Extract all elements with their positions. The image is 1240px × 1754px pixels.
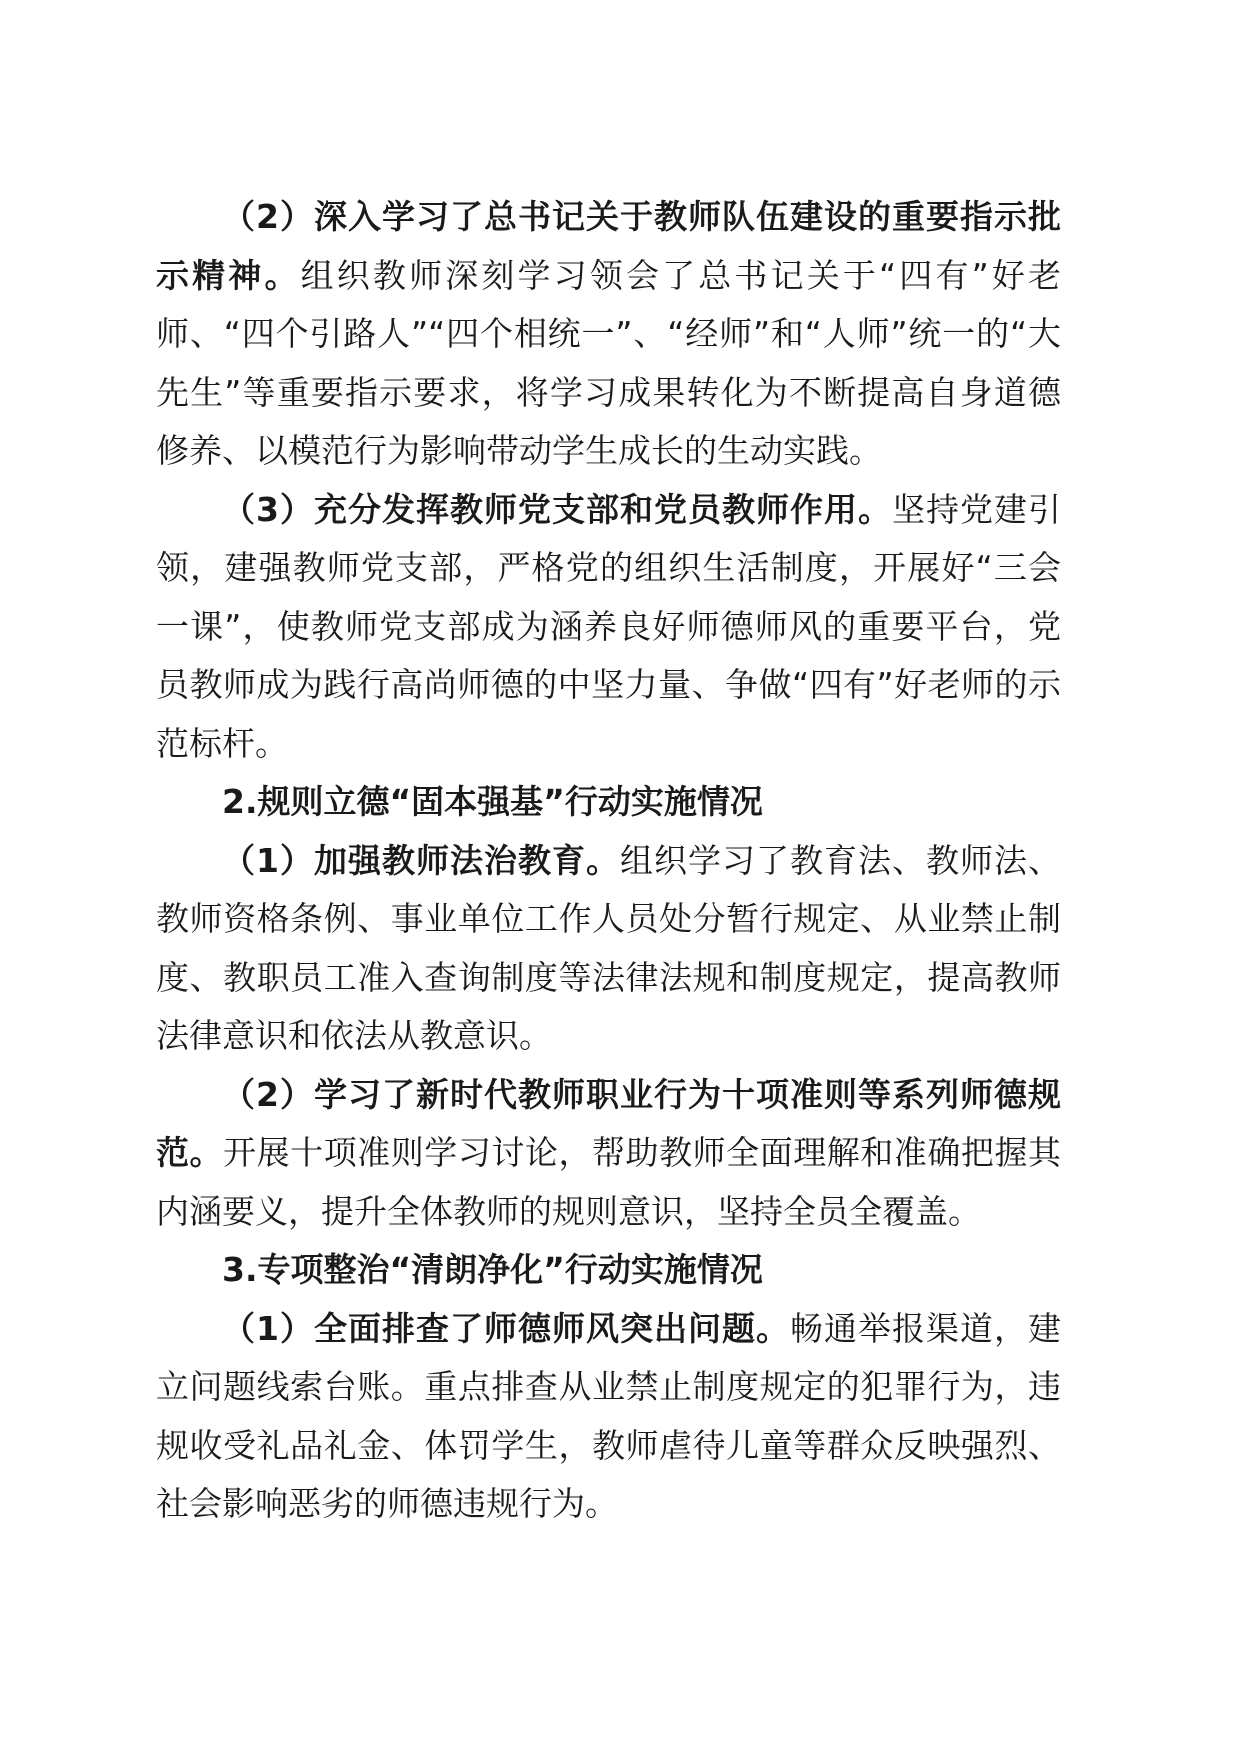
paragraph-lead: （3）充分发挥教师党支部和党员教师作用。 bbox=[222, 489, 892, 529]
document-page bbox=[156, 188, 1061, 1534]
paragraph-item-2-study bbox=[156, 188, 1061, 481]
paragraph-item-3-party-branch bbox=[156, 481, 1061, 774]
section-heading-2: 2.规则立德“固本强基”行动实施情况 bbox=[222, 782, 763, 821]
section-heading-3: 3.专项整治“清朗净化”行动实施情况 bbox=[222, 1250, 763, 1289]
paragraph-body: 组织学习了教育法、教师法、教师资格条例、事业单位工作人员处分暂行规定、从业禁止制度、教职员工准入查询制度等法律法规和制度规定，提高教师法律意识和依法从教意识。 bbox=[156, 840, 1062, 1055]
paragraph-lead: （1）加强教师法治教育。 bbox=[222, 840, 620, 880]
paragraph-body: 畅通举报渠道，建立问题线索台账。重点排查从业禁止制度规定的犯罪行为，违规收受礼品礼金、体罚学生，教师虐待儿童等群众反映强烈、社会影响恶劣的师德违规行为。 bbox=[156, 1308, 1061, 1523]
paragraph-item-1-legal-education bbox=[156, 832, 1061, 1066]
paragraph-lead: （2）深入学习了总书记关于教师队伍建设的重要指示批示精神。 bbox=[156, 197, 1061, 295]
paragraph-item-2-ten-rules bbox=[156, 1066, 1061, 1242]
paragraph-lead: （2）学习了新时代教师职业行为十项准则等系列师德规范。 bbox=[156, 1074, 1061, 1172]
paragraph-item-1-investigation bbox=[156, 1300, 1061, 1534]
paragraph-body: 开展十项准则学习讨论，帮助教师全面理解和准确把握其内涵要义，提升全体教师的规则意识，坚持全员全覆盖。 bbox=[156, 1133, 1062, 1231]
paragraph-body: 组织教师深刻学习领会了总书记关于“四有”好老师、“四个引路人”“四个相统一”、“经师”和“人师”统一的“大先生”等重要指示要求，将学习成果转化为不断提高自身道德修养、以模范行为影响带动学生成长的生动实践。 bbox=[156, 255, 1061, 470]
paragraph-lead: （1）全面排查了师德师风突出问题。 bbox=[222, 1308, 790, 1348]
paragraph-body: 坚持党建引领，建强教师党支部，严格党的组织生活制度，开展好“三会一课”，使教师党支部成为涵养良好师德师风的重要平台，党员教师成为践行高尚师德的中坚力量、争做“四有”好老师的示范标杆。 bbox=[156, 489, 1062, 763]
